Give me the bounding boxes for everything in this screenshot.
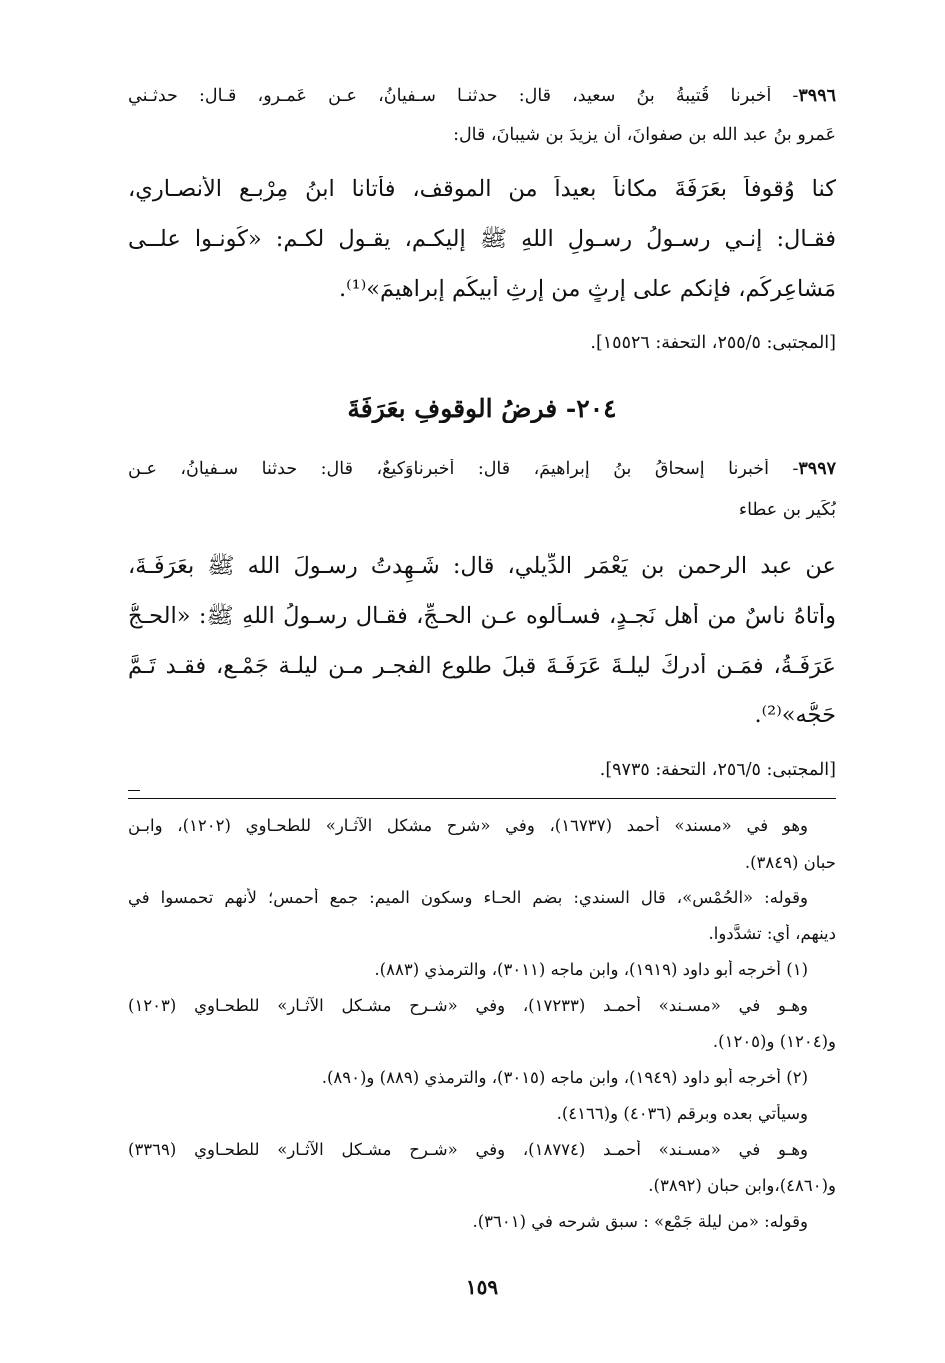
footnote-1-line-3: و(١٢٠٤) و(١٢٠٥).: [712, 1032, 836, 1051]
hadith-3996-matn-line-1: كنا وُقوفاً بعَرَفَةَ مكاناً بعيداً من الموقف، فأتانا ابنُ مِرْبـعٍ الأنصـاري،: [128, 176, 836, 202]
hadith-3997-isnad-line-1: ٣٩٩٧- أخبرنا إسحاقُ بنُ إبراهيمَ، قال: أخبرناوَكيعٌ، قال: حدثنا سـفيانُ، عـن: [128, 459, 836, 479]
footnote-separator: [128, 798, 836, 799]
hadith-3996-isnad-line-2: عَمرو بنُ عبد الله بن صفوانَ، أن يزيدَ بن شيبانَ، قال:: [453, 125, 836, 145]
footnote-1-line-2: وهـو في «مسـند» أحمـد (١٧٢٣٣)، وفي «شـرح مشـكل الآثـار» للطحـاوي (١٢٠٣): [128, 996, 808, 1015]
footnote-2-line-3: وهـو في «مسـند» أحمـد (١٨٧٧٤)، وفي «شـرح مشـكل الآثـار» للطحـاوي (٣٣٦٩): [128, 1140, 808, 1159]
footnote-continuation-line-2: حبان (٣٨٤٩).: [744, 853, 836, 872]
footnote-continuation-line-1: وهو في «مسند» أحمد (١٦٧٣٧)، وفي «شرح مشكل الآثـار» للطحـاوي (١٢٠٢)، وابـن: [128, 816, 808, 835]
chapter-heading: ٢٠٤- فرضُ الوقوفِ بعَرَفَةَ: [347, 394, 617, 423]
hadith-number: ٣٩٩٦: [798, 86, 836, 106]
footnote-2-line-2: وسيأتي بعده وبرقم (٤٠٣٦) و(٤١٦٦).: [556, 1104, 808, 1123]
footnote-continuation-line-4: دينهم، أي: تشدَّدوا.: [708, 924, 836, 943]
hadith-3996-isnad-line-1: ٣٩٩٦- أخبرنا قُتيبةُ بنُ سعيد، قال: حدثنـا سـفيانُ، عـن عَمـرو، قـال: حدثـني: [128, 86, 836, 106]
footnote-continuation-line-3: وقوله: «الحُمْس»، قال السندي: بضم الحـاء وسكون الميم: جمع أحمس؛ لأنهم تحمسوا في: [128, 888, 808, 907]
hadith-3996-matn-line-2: فقـال: إنـي رسـولُ رسـولِ اللهِ ﷺ إليكـم، يقـول لكـم: «كُونـوا علــى: [128, 226, 836, 252]
footnote-2-line-5: وقوله: «من ليلة جَمْع» : سبق شرحه في (٣٦٠١).: [472, 1212, 808, 1231]
hadith-number: ٣٩٩٧: [798, 459, 836, 479]
hadith-3996-reference: [المجتبى: ٢٥٥/٥، التحفة: ١٥٥٢٦].: [590, 333, 836, 353]
hadith-3997-isnad-line-2: بُكَير بن عطاء: [738, 500, 836, 520]
footnote-2-line-1: (٢) أخرجه أبو داود (١٩٤٩)، وابن ماجه (٣٠١٥)، والترمذي (٨٨٩) و(٨٩٠).: [321, 1068, 808, 1087]
footnote-2-line-4: و(٤٨٦٠)،وابن حبان (٣٨٩٢).: [648, 1176, 836, 1195]
footnote-separator-mark: [128, 790, 140, 791]
book-page: [128, 0, 836, 1363]
footnote-1-line-1: (١) أخرجه أبو داود (١٩١٩)، وابن ماجه (٣٠١١)، والترمذي (٨٨٣).: [374, 960, 808, 979]
hadith-3997-matn-line-4: حَجُّه»⁽²⁾.: [754, 702, 836, 728]
hadith-3996-matn-line-3: مَشاعِرِكُم، فإنكم على إرثٍ من إرثِ أبيكُم إبراهيمَ»⁽¹⁾.: [338, 276, 836, 302]
hadith-3997-reference: [المجتبى: ٢٥٦/٥، التحفة: ٩٧٣٥].: [599, 760, 836, 780]
hadith-3997-matn-line-1: عن عبد الرحمن بن يَعْمَر الدِّيلي، قال: شَـهِدتُ رسـولَ الله ﷺ بعَرَفَـةَ،: [128, 553, 836, 579]
page-number: ١٥٩: [465, 1275, 499, 1299]
hadith-3997-matn-line-3: عَرَفَـةُ، فمَـن أدركَ ليلـةَ عَرَفَـةَ قبلَ طلوعِ الفجـرِ مـن ليلـة جَمْـعٍ، فقـد تَـمَّ: [128, 653, 836, 679]
hadith-3997-matn-line-2: وأتاهُ ناسٌ من أهل نَجـدٍ، فسـألوه عـن الحـجِّ، فقـال رسـولُ اللهِ ﷺ: «الحـجُّ: [128, 603, 836, 629]
